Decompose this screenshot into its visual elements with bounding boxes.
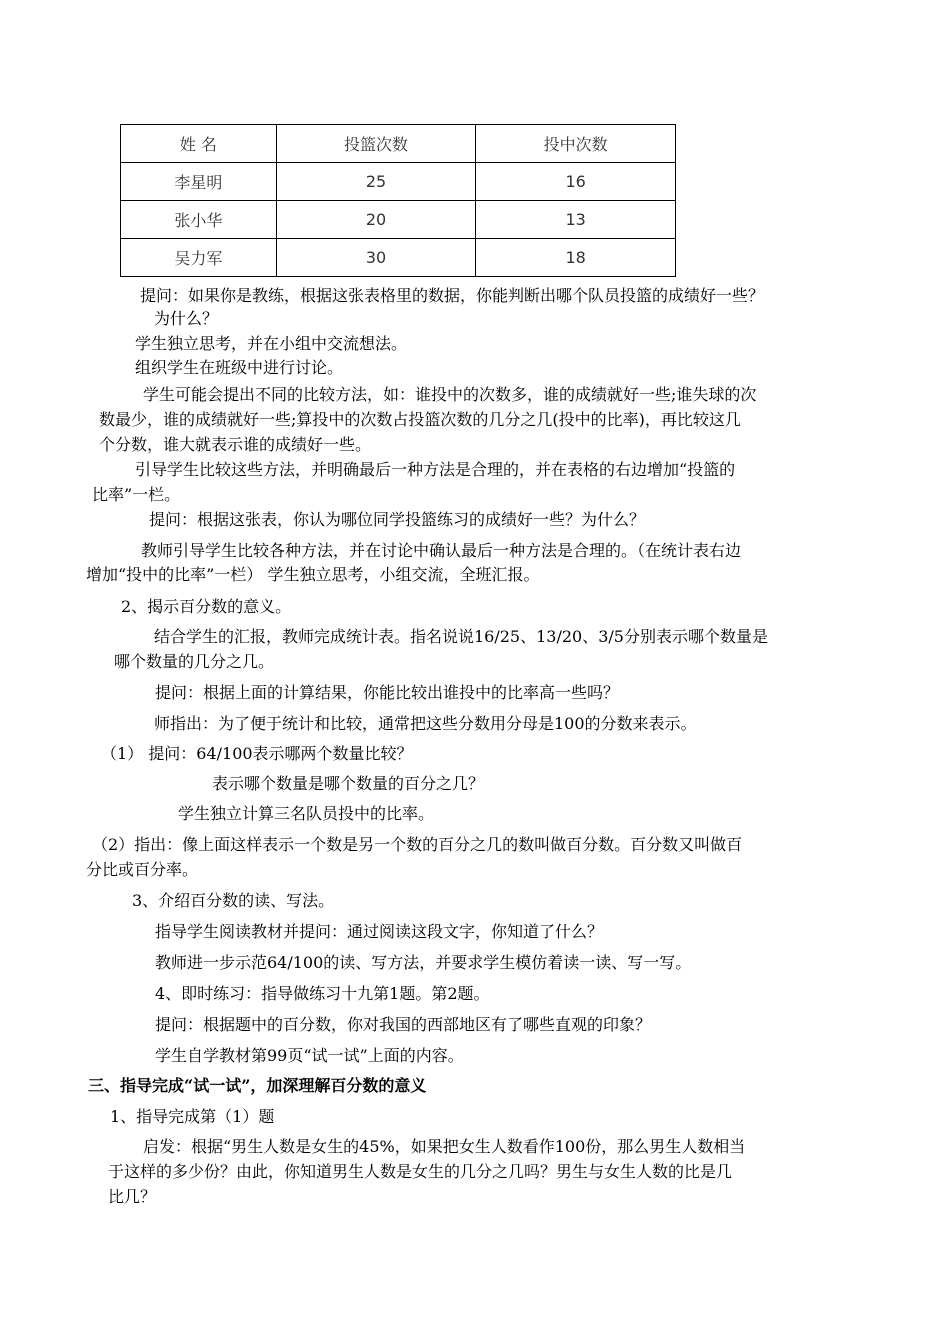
text-line: 引导学生比较这些方法，并明确最后一种方法是合理的，并在表格的右边增加“投篮的 — [135, 460, 736, 479]
cell-name: 吴力军 — [121, 239, 277, 277]
section-heading: 1、指导完成第（1）题 — [110, 1107, 275, 1126]
section-heading: 3、介绍百分数的读、写法。 — [132, 891, 335, 910]
section-heading: 2、揭示百分数的意义。 — [121, 597, 292, 616]
text-line: 4、即时练习：指导做练习十九第1题。第2题。 — [155, 984, 490, 1003]
header-name: 姓 名 — [121, 125, 277, 163]
text-line: 组织学生在班级中进行讨论。 — [135, 358, 344, 377]
cell-attempts: 20 — [276, 201, 476, 239]
header-attempts: 投篮次数 — [276, 125, 476, 163]
score-table — [120, 124, 676, 277]
text-line: 教师引导学生比较各种方法，并在讨论中确认最后一种方法是合理的。（在统计表右边 — [141, 541, 742, 560]
text-line: 提问：根据上面的计算结果，你能比较出谁投中的比率高一些吗？ — [155, 683, 620, 702]
table-header-row — [121, 125, 676, 163]
section-title: 三、指导完成“试一试”，加深理解百分数的意义 — [88, 1076, 427, 1095]
text-line: 启发：根据“男生人数是女生的45%，如果把女生人数看作100份，那么男生人数相当 — [143, 1137, 746, 1156]
text-line: 提问：根据这张表，你认为哪位同学投篮练习的成绩好一些？为什么？ — [149, 510, 646, 529]
text-line: 教师进一步示范64/100的读、写方法，并要求学生模仿着读一读、写一写。 — [155, 953, 692, 972]
cell-hits: 16 — [476, 163, 676, 201]
text-line: 表示哪个数量是哪个数量的百分之几？ — [212, 774, 485, 793]
text-line: （1） 提问：64/100表示哪两个数量比较？ — [101, 744, 413, 763]
text-line: 比几？ — [108, 1187, 157, 1206]
text-line: （2）指出：像上面这样表示一个数是另一个数的百分之几的数叫做百分数。百分数又叫做百 — [92, 835, 743, 854]
cell-hits: 18 — [476, 239, 676, 277]
text-line: 师指出：为了便于统计和比较，通常把这些分数用分母是100的分数来表示。 — [154, 714, 697, 733]
text-line: 提问：如果你是教练，根据这张表格里的数据，你能判断出哪个队员投篮的成绩好一些？ — [140, 286, 765, 305]
text-line: 学生独立思考，并在小组中交流想法。 — [135, 334, 408, 353]
text-line: 为什么？ — [154, 309, 219, 328]
text-line: 结合学生的汇报，教师完成统计表。指名说说16/25、13/20、3/5分别表示哪个数量是 — [154, 627, 768, 646]
cell-name: 张小华 — [121, 201, 277, 239]
table-row — [121, 163, 676, 201]
header-hits: 投中次数 — [476, 125, 676, 163]
text-line: 哪个数量的几分之几。 — [114, 652, 275, 671]
text-line: 分比或百分率。 — [86, 860, 199, 879]
cell-name: 李星明 — [121, 163, 277, 201]
cell-hits: 13 — [476, 201, 676, 239]
table-row — [121, 201, 676, 239]
cell-attempts: 25 — [276, 163, 476, 201]
text-line: 学生可能会提出不同的比较方法，如：谁投中的次数多，谁的成绩就好一些;谁失球的次 — [143, 385, 757, 404]
text-line: 个分数，谁大就表示谁的成绩好一些。 — [99, 435, 372, 454]
text-line: 于这样的多少份？由此，你知道男生人数是女生的几分之几吗？男生与女生人数的比是几 — [108, 1162, 733, 1181]
text-line: 提问：根据题中的百分数，你对我国的西部地区有了哪些直观的印象？ — [155, 1015, 652, 1034]
table-row — [121, 239, 676, 277]
text-line: 增加“投中的比率”一栏） 学生独立思考，小组交流，全班汇报。 — [86, 565, 540, 584]
text-line: 数最少，谁的成绩就好一些;算投中的次数占投篮次数的几分之几(投中的比率)，再比较这几 — [99, 410, 741, 429]
text-line: 比率”一栏。 — [92, 485, 181, 504]
text-line: 指导学生阅读教材并提问：通过阅读这段文字，你知道了什么？ — [155, 922, 604, 941]
text-line: 学生自学教材第99页“试一试”上面的内容。 — [155, 1046, 464, 1065]
cell-attempts: 30 — [276, 239, 476, 277]
text-line: 学生独立计算三名队员投中的比率。 — [178, 804, 435, 823]
